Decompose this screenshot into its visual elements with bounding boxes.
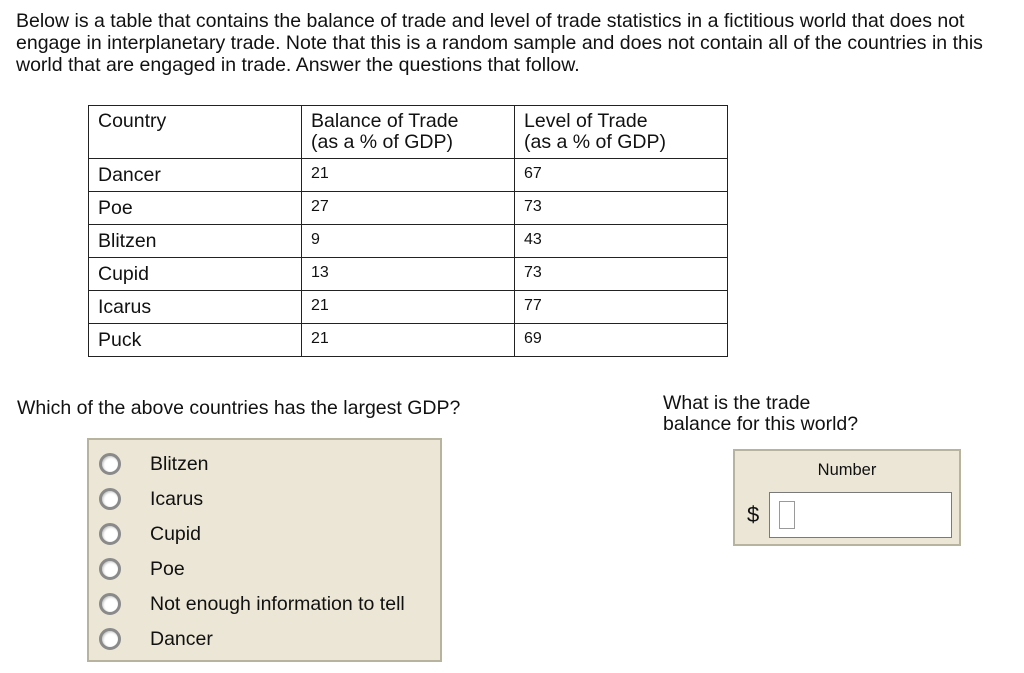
- trade-table: [88, 105, 728, 357]
- table-row: [89, 225, 728, 258]
- cell-balance: 27: [302, 192, 515, 225]
- option-label: Poe: [150, 557, 185, 580]
- option-label: Cupid: [150, 522, 201, 545]
- option-not-enough-information[interactable]: [99, 589, 405, 619]
- answer-type-label: Number: [817, 461, 877, 479]
- option-label: Blitzen: [150, 452, 209, 475]
- option-label: Not enough information to tell: [150, 592, 405, 615]
- radio-button[interactable]: [99, 453, 121, 475]
- cell-balance: 21: [302, 324, 515, 357]
- trade-balance-input[interactable]: [769, 492, 952, 538]
- header-level-of-trade: Level of Trade (as a % of GDP): [515, 106, 728, 159]
- option-label: Dancer: [150, 627, 213, 650]
- cell-balance: 9: [302, 225, 515, 258]
- cell-country: Dancer: [89, 159, 302, 192]
- radio-button[interactable]: [99, 593, 121, 615]
- cell-country: Icarus: [89, 291, 302, 324]
- cell-level: 77: [515, 291, 728, 324]
- cell-country: Blitzen: [89, 225, 302, 258]
- cell-level: 69: [515, 324, 728, 357]
- option-dancer[interactable]: [99, 624, 213, 654]
- table-row: [89, 192, 728, 225]
- table-row: [89, 291, 728, 324]
- option-label: Icarus: [150, 487, 204, 510]
- cell-country: Puck: [89, 324, 302, 357]
- question-line: balance for this world?: [663, 413, 859, 435]
- table-row: [89, 159, 728, 192]
- cell-balance: 21: [302, 159, 515, 192]
- radio-button[interactable]: [99, 488, 121, 510]
- cell-level: 73: [515, 258, 728, 291]
- currency-symbol: $: [747, 502, 760, 527]
- number-answer-panel: [733, 449, 961, 546]
- header-balance-of-trade: Balance of Trade (as a % of GDP): [302, 106, 515, 159]
- answer-choices-panel: [87, 438, 442, 662]
- intro-text: Below is a table that contains the balance of trade and level of trade statistics in a fictitious world that does not engage in interplanetary trade. Note that this is a random sample and does not contain all of the countries in this world that are engaged in trade. Answer the questions that follow.: [16, 10, 983, 76]
- cell-country: Poe: [89, 192, 302, 225]
- cell-level: 43: [515, 225, 728, 258]
- option-blitzen[interactable]: [99, 449, 209, 479]
- header-country: Country: [89, 106, 302, 159]
- table-row: [89, 324, 728, 357]
- question-largest-gdp: Which of the above countries has the largest GDP?: [17, 397, 461, 419]
- table-header-row: [89, 106, 728, 159]
- radio-button[interactable]: [99, 523, 121, 545]
- radio-button[interactable]: [99, 558, 121, 580]
- cell-level: 67: [515, 159, 728, 192]
- option-poe[interactable]: [99, 554, 185, 584]
- question-line: What is the trade: [663, 392, 811, 414]
- table-row: [89, 258, 728, 291]
- option-icarus[interactable]: [99, 484, 203, 514]
- cell-country: Cupid: [89, 258, 302, 291]
- cell-balance: 21: [302, 291, 515, 324]
- radio-button[interactable]: [99, 628, 121, 650]
- cell-level: 73: [515, 192, 728, 225]
- option-cupid[interactable]: [99, 519, 201, 549]
- cell-balance: 13: [302, 258, 515, 291]
- question-trade-balance: [663, 393, 963, 435]
